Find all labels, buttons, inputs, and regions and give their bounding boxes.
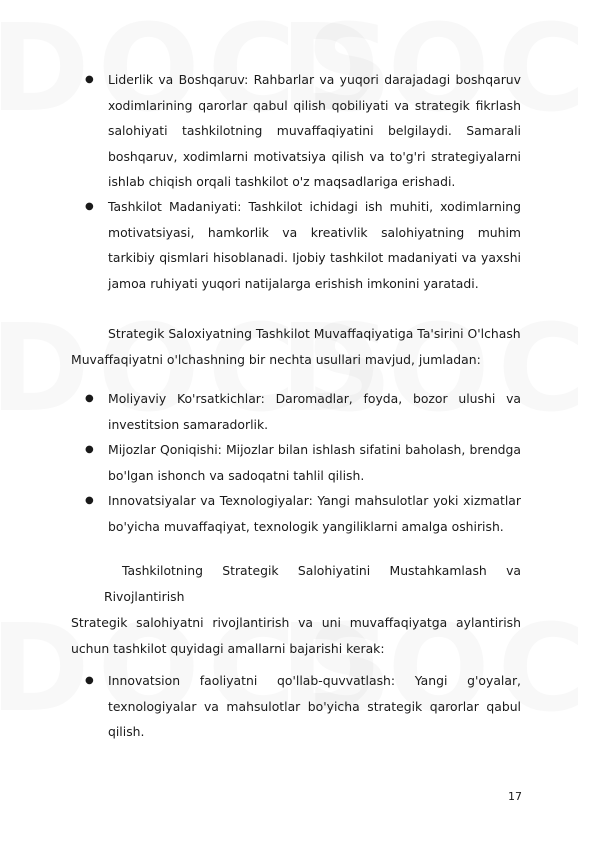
list-item-text: Moliyaviy Ko'rsatkichlar: Daromadlar, foyda, bozor ulushi va investitsion samaradorlik. bbox=[108, 391, 521, 432]
bullet-icon: ● bbox=[85, 444, 94, 455]
list-item-text: Liderlik va Boshqaruv: Rahbarlar va yuqori darajadagi boshqaruv xodimlarining qarorlar qabul qilish qobiliyati va strategik fikrlash salohiyati tashkilotning muvaffaqiyatini belgilaydi. Samarali boshqaruv, xodimlarni motivatsiya qilish va to'g'ri strategiyalarni ishlab chiqish orqali tashkilot o'z maqsadlariga erishadi. bbox=[108, 72, 521, 189]
list-item-text: Mijozlar Qoniqishi: Mijozlar bilan ishlash sifatini baholash, brendga bo'lgan ishonch va sadoqatni tahlil qilish. bbox=[108, 442, 521, 483]
list-item-text: Tashkilot Madaniyati: Tashkilot ichidagi ish muhiti, xodimlarning motivatsiyasi, hamkorlik va kreativlik salohiyatning muhim tarkibiy qismlari hisoblanadi. Ijobiy tashkilot madaniyati va yaxshi jamoa ruhiyati yuqori natijalarga erishish imkonini yaratadi. bbox=[108, 199, 521, 291]
list-item-text: Innovatsion faoliyatni qo'llab-quvvatlash: Yangi g'oyalar, texnologiyalar va mahsulotlar bo'yicha strategik qarorlar qabul qilish. bbox=[108, 673, 521, 739]
list-item-innovatsiyalar bbox=[85, 488, 521, 539]
bullet-icon: ● bbox=[85, 201, 94, 212]
list-item-madaniyat bbox=[85, 194, 521, 296]
bullet-icon: ● bbox=[85, 495, 94, 506]
paragraph: Strategik salohiyatni rivojlantirish va uni muvaffaqiyatga aylantirish uchun tashkilot quyidagi amallarni bajarishi kerak: bbox=[71, 615, 521, 656]
section-heading-2 bbox=[104, 558, 521, 609]
list-item-mijozlar bbox=[85, 437, 521, 488]
list-item-liderlik bbox=[85, 67, 521, 195]
list-item-innovatsion-faoliyat bbox=[85, 668, 521, 745]
section-heading: Strategik Saloxiyatning Tashkilot Muvaffaqiyatiga Ta'sirini O'lchash bbox=[108, 326, 521, 341]
bullet-icon: ● bbox=[85, 393, 94, 404]
list-item-text: Innovatsiyalar va Texnologiyalar: Yangi mahsulotlar yoki xizmatlar bo'yicha muvaffaqiyat, texnologik yangiliklarni amalga oshirish. bbox=[108, 493, 521, 534]
section-heading-line: Tashkilotning Strategik Salohiyatini Mustahkamlash va bbox=[122, 563, 521, 578]
page-number: 17 bbox=[508, 790, 522, 803]
list-item-moliyaviy bbox=[85, 386, 521, 437]
bullet-icon: ● bbox=[85, 675, 94, 686]
bullet-icon: ● bbox=[85, 74, 94, 85]
paragraph: Muvaffaqiyatni o'lchashning bir nechta usullari mavjud, jumladan: bbox=[71, 352, 481, 367]
section-heading-line: Rivojlantirish bbox=[104, 588, 185, 604]
